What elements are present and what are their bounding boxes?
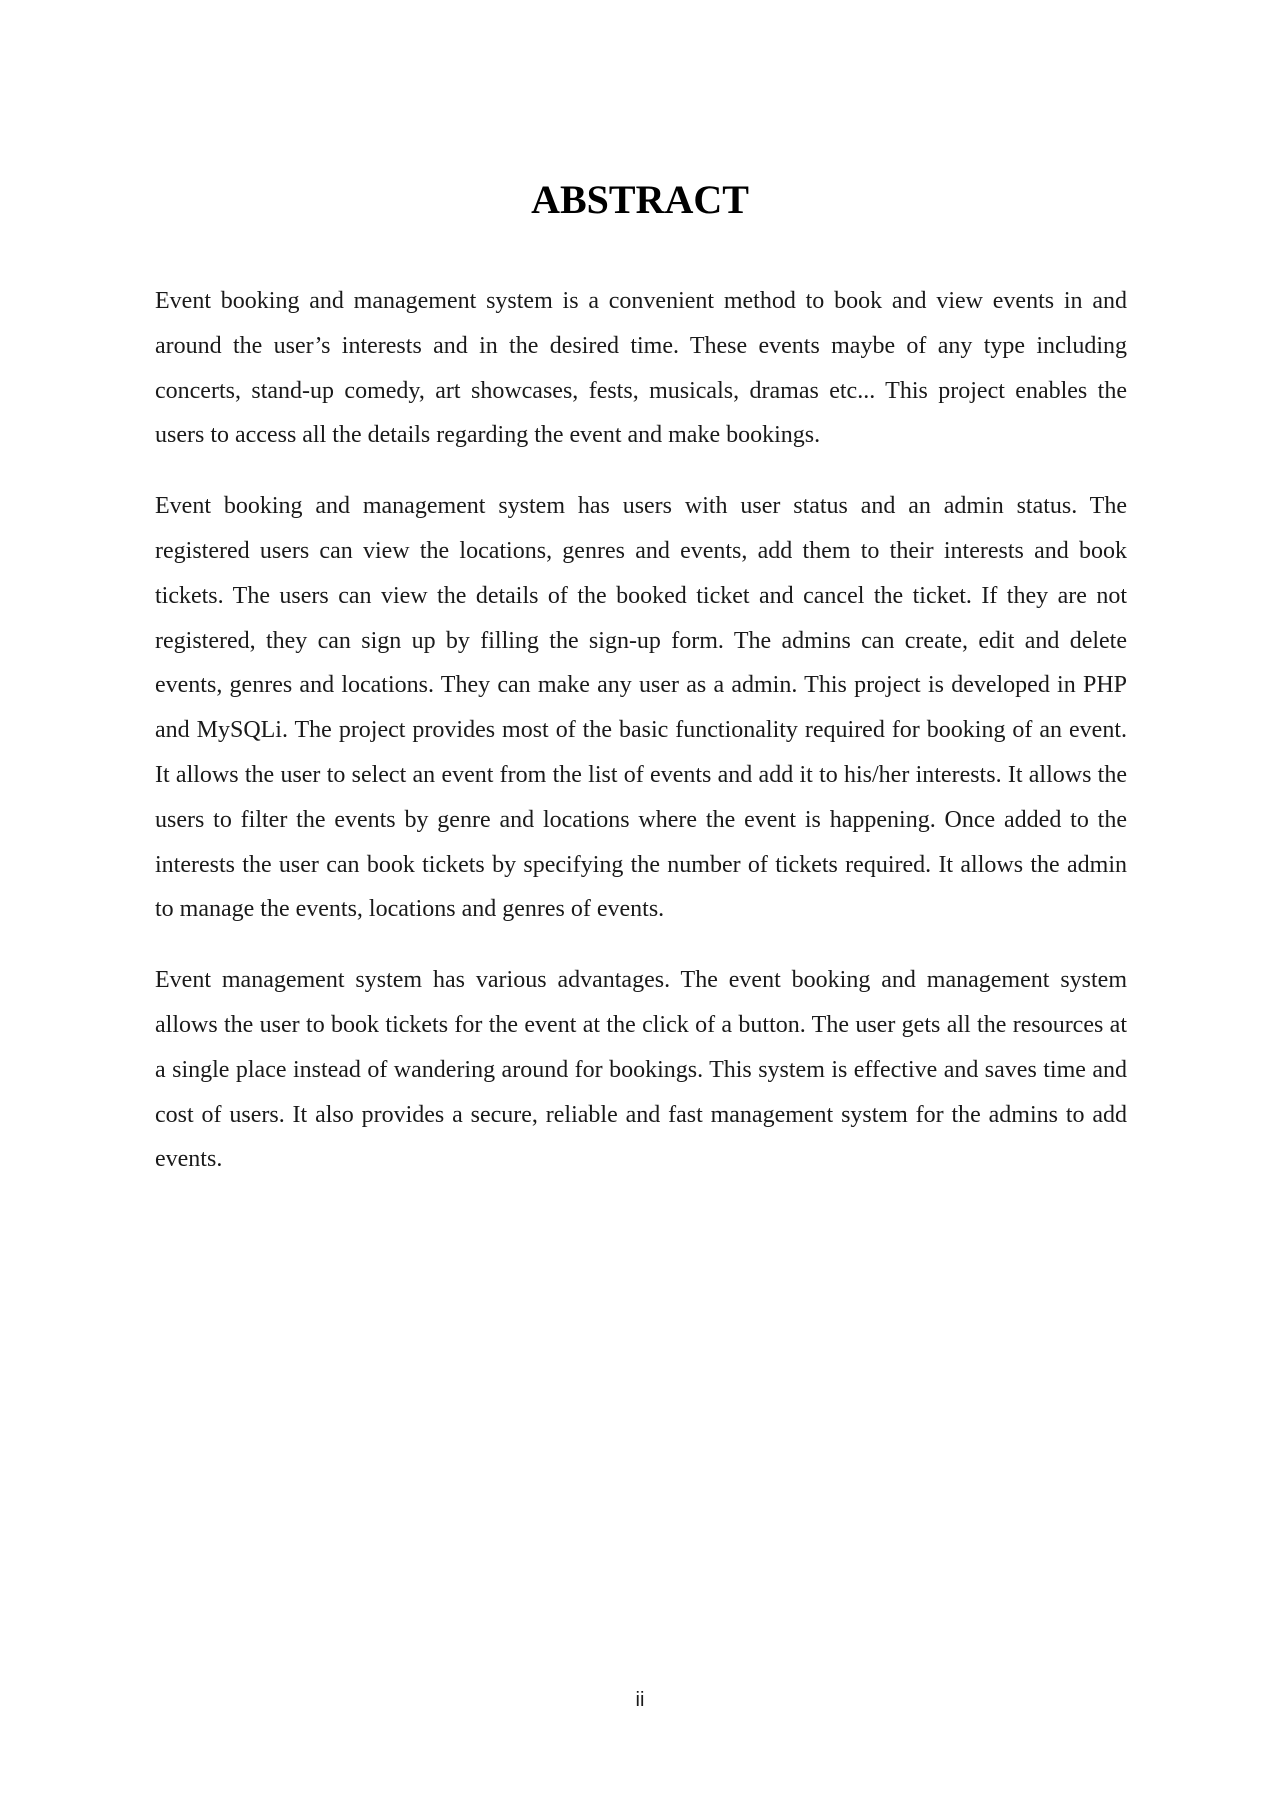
abstract-body (155, 279, 1127, 1208)
abstract-paragraph-2: Event booking and management system has users with user status and an admin status. The registered users can view the locations, genres and events, add them to their interests and book tickets. The users can view the details of the booked ticket and cancel the ticket. If they are not registered, they can sign up by filling the sign-up form. The admins can create, edit and delete events, genres and locations. They can make any user as a admin. This project is developed in PHP and MySQLi. The project provides most of the basic functionality required for booking of an event. It allows the user to select an event from the list of events and add it to his/her interests. It allows the users to filter the events by genre and locations where the event is happening. Once added to the interests the user can book tickets by specifying the number of tickets required. It allows the admin to manage the events, locations and genres of events. (155, 493, 1127, 923)
abstract-paragraph-1: Event booking and management system is a convenient method to book and view events in and around the user’s interests and in the desired time. These events maybe of any type including concerts, stand-up comedy, art showcases, fests, musicals, dramas etc... This project enables the users to access all the details regarding the event and make bookings. (155, 288, 1127, 449)
abstract-paragraph-3: Event management system has various advantages. The event booking and management system allows the user to book tickets for the event at the click of a button. The user gets all the resources at a single place instead of wandering around for bookings. This system is effective and saves time and cost of users. It also provides a secure, reliable and fast management system for the admins to add events. (155, 967, 1127, 1173)
page-title: ABSTRACT (531, 177, 749, 222)
page-number: ii (635, 1689, 645, 1711)
